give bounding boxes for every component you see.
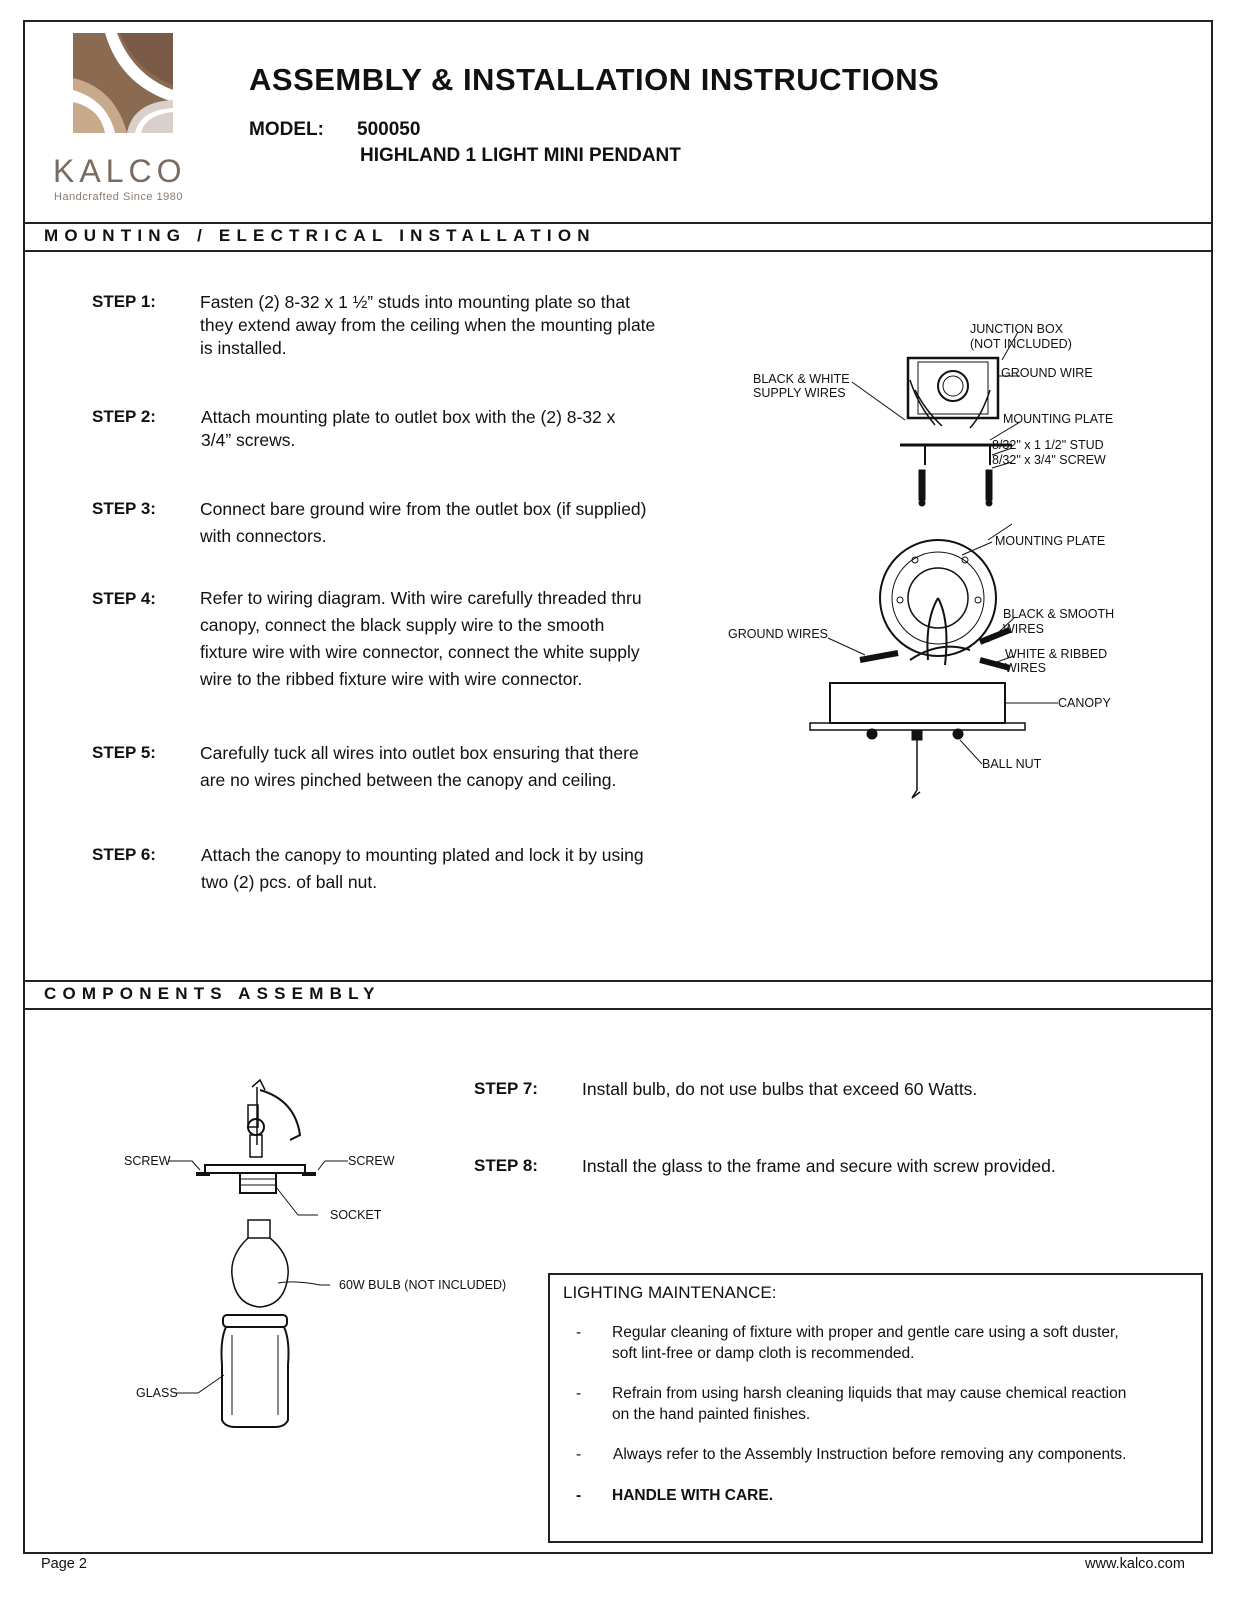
label-mounting-plate: MOUNTING PLATE xyxy=(1003,412,1114,426)
label-white-ribbed: WHITE & RIBBED xyxy=(1005,647,1108,661)
model-name: HIGHLAND 1 LIGHT MINI PENDANT xyxy=(360,145,681,166)
label-bulb: 60W BULB (NOT INCLUDED) xyxy=(339,1278,507,1292)
page-title: ASSEMBLY & INSTALLATION INSTRUCTIONS xyxy=(249,62,940,97)
step-text: Install the glass to the frame and secure with screw provided. xyxy=(582,1156,1056,1176)
bullet-dash: - xyxy=(576,1324,582,1341)
bullet-dash: - xyxy=(576,1446,582,1463)
divider xyxy=(23,222,1213,224)
step-label: STEP 1: xyxy=(92,292,156,311)
section-heading-mounting: MOUNTING / ELECTRICAL INSTALLATION xyxy=(44,226,596,245)
kalco-logo xyxy=(45,30,215,210)
website-link[interactable]: www.kalco.com xyxy=(1085,1556,1185,1572)
step-text-line: with connectors. xyxy=(200,526,327,546)
label-screw-left: SCREW xyxy=(124,1154,171,1168)
label-supply-wires: SUPPLY WIRES xyxy=(753,386,846,400)
step-label: STEP 3: xyxy=(92,499,156,518)
divider xyxy=(23,250,1213,252)
components-diagram xyxy=(120,1075,520,1445)
divider xyxy=(23,1008,1213,1010)
step-label: STEP 5: xyxy=(92,743,156,762)
label-socket: SOCKET xyxy=(330,1208,382,1222)
step-text-line: fixture wire with wire connector, connect the white supply xyxy=(200,642,640,662)
step-text-line: two (2) pcs. of ball nut. xyxy=(201,872,378,892)
model-number: 500050 xyxy=(357,119,421,140)
label-ball-nut: BALL NUT xyxy=(982,757,1042,771)
label-wires-1: WIRES xyxy=(1003,622,1044,636)
step-label: STEP 6: xyxy=(92,845,156,864)
step-text-line: Attach the canopy to mounting plated and lock it by using xyxy=(201,845,644,865)
step-label: STEP 4: xyxy=(92,589,156,608)
bullet-dash: - xyxy=(576,1385,582,1402)
label-black-smooth: BLACK & SMOOTH xyxy=(1003,607,1115,621)
divider xyxy=(23,980,1213,982)
maintenance-line: Regular cleaning of fixture with proper and gentle care using a soft duster, xyxy=(612,1324,1119,1341)
step-text-line: Attach mounting plate to outlet box with the (2) 8-32 x xyxy=(201,407,616,427)
maintenance-title: LIGHTING MAINTENANCE: xyxy=(563,1283,777,1302)
label-canopy: CANOPY xyxy=(1058,696,1111,710)
maintenance-line: soft lint-free or damp cloth is recommended. xyxy=(612,1345,915,1362)
step-text-line: Connect bare ground wire from the outlet box (if supplied) xyxy=(200,499,647,519)
step-label: STEP 2: xyxy=(92,407,156,426)
label-glass: GLASS xyxy=(136,1386,178,1400)
maintenance-line: Refrain from using harsh cleaning liquids that may cause chemical reaction xyxy=(612,1385,1127,1402)
step-text-line: Fasten (2) 8-32 x 1 ½” studs into mounting plate so that xyxy=(200,292,630,312)
label-mounting-plate-2: MOUNTING PLATE xyxy=(995,534,1106,548)
page-number: Page 2 xyxy=(41,1556,87,1572)
label-screw-right: SCREW xyxy=(348,1154,395,1168)
step-text-line: is installed. xyxy=(200,338,287,358)
section-heading-components: COMPONENTS ASSEMBLY xyxy=(44,984,381,1003)
bullet-dash: - xyxy=(576,1487,582,1504)
step-text-line: 3/4” screws. xyxy=(201,430,296,450)
step-text: Install bulb, do not use bulbs that exceed 60 Watts. xyxy=(582,1079,978,1099)
wiring-diagram xyxy=(720,320,1160,820)
step-text-line: Carefully tuck all wires into outlet box ensuring that there xyxy=(200,743,639,763)
logo-text: KALCO xyxy=(53,153,187,189)
step-text-line: canopy, connect the black supply wire to the smooth xyxy=(200,615,605,635)
label-ground-wires: GROUND WIRES xyxy=(728,627,828,641)
step-text-line: are no wires pinched between the canopy and ceiling. xyxy=(200,770,617,790)
step-label: STEP 8: xyxy=(474,1156,538,1175)
label-screw: 8/32" x 3/4" SCREW xyxy=(992,453,1106,467)
step-text-line: Refer to wiring diagram. With wire carefully threaded thru xyxy=(200,588,642,608)
label-junction-box: JUNCTION BOX xyxy=(970,322,1064,336)
label-stud: 8/32" x 1 1/2" STUD xyxy=(992,438,1104,452)
logo-tagline: Handcrafted Since 1980 xyxy=(54,191,184,203)
step-text-line: wire to the ribbed fixture wire with wire connector. xyxy=(200,669,583,689)
label-ground-wire: GROUND WIRE xyxy=(1001,366,1093,380)
label-wires-2: WIRES xyxy=(1005,661,1046,675)
maintenance-line: on the hand painted finishes. xyxy=(612,1406,811,1423)
label-black-white: BLACK & WHITE xyxy=(753,372,850,386)
label-not-included: (NOT INCLUDED) xyxy=(970,337,1072,351)
maintenance-line: HANDLE WITH CARE. xyxy=(612,1487,774,1504)
step-text-line: they extend away from the ceiling when the mounting plate xyxy=(200,315,656,335)
maintenance-line: Always refer to the Assembly Instruction before removing any components. xyxy=(613,1446,1127,1463)
model-label: MODEL: xyxy=(249,119,324,140)
step-label: STEP 7: xyxy=(474,1079,538,1098)
